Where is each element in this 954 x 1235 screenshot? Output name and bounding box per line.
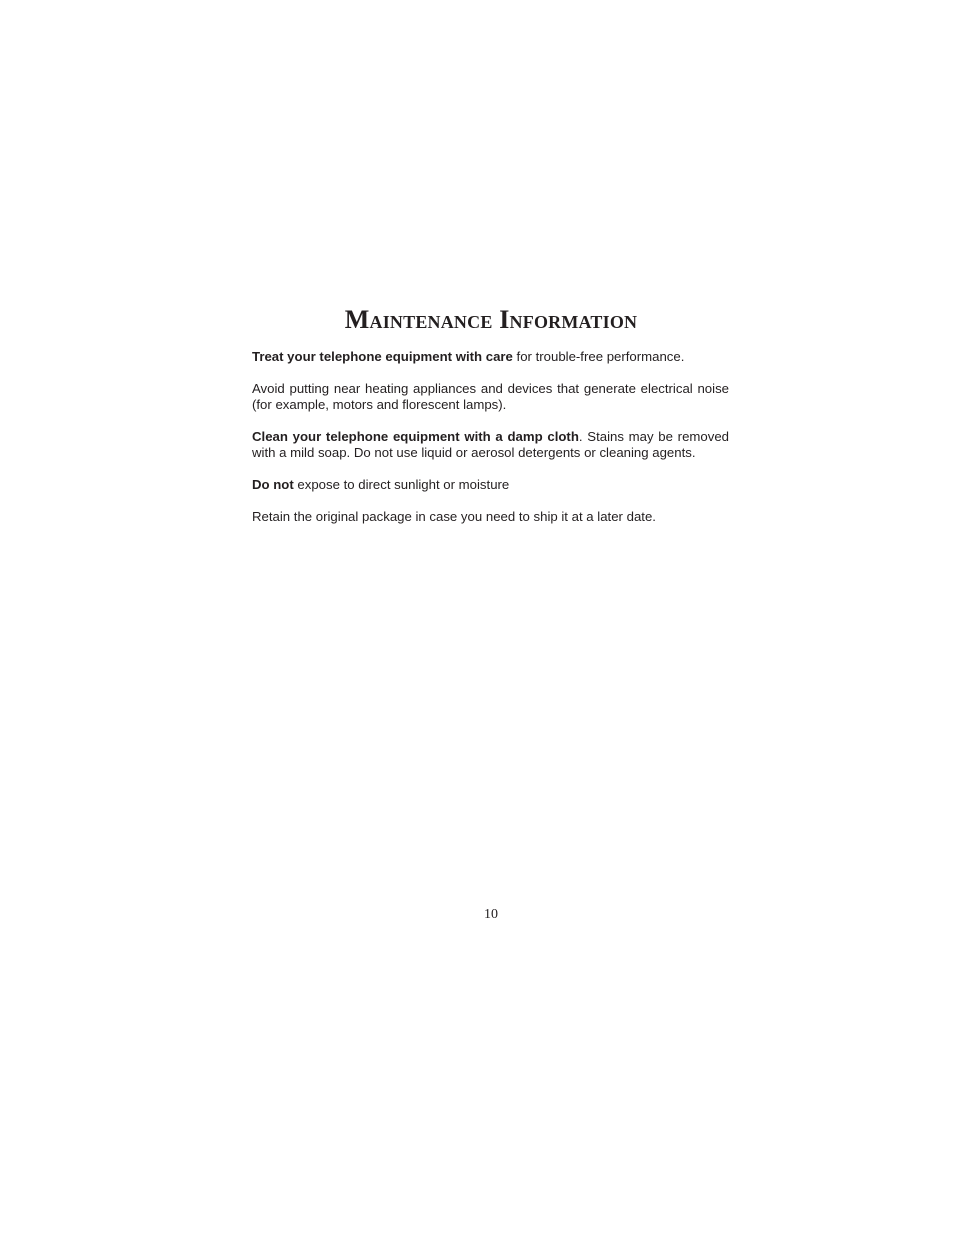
page-title: Maintenance Information: [344, 305, 638, 334]
paragraph-text: expose to direct sunlight or moisture: [293, 477, 510, 492]
paragraph-cleaning: [252, 429, 729, 461]
paragraph-text: for trouble-free performance.: [512, 349, 685, 364]
paragraph-do-not-expose: [252, 477, 729, 493]
maintenance-content: [252, 349, 729, 541]
paragraph-avoid-heat: [252, 381, 729, 413]
paragraph-text: . Stains may be removed with a mild soap. Do not use liquid or aerosol detergents or cleaning agents.: [252, 429, 729, 460]
paragraph-text: Avoid putting near heating appliances and devices that generate electrical noise (for example, motors and florescent lamps).: [252, 381, 729, 412]
paragraph-retain-package: [252, 509, 729, 525]
page-number: 10: [484, 907, 498, 922]
paragraph-handle-with-care: [252, 349, 729, 365]
paragraph-bold-lead: Treat your telephone equipment with care: [252, 349, 513, 364]
paragraph-bold-lead: Clean your telephone equipment with a damp cloth: [252, 429, 579, 444]
paragraph-text: Retain the original package in case you need to ship it at a later date.: [252, 509, 656, 524]
paragraph-bold-lead: Do not: [252, 477, 294, 492]
